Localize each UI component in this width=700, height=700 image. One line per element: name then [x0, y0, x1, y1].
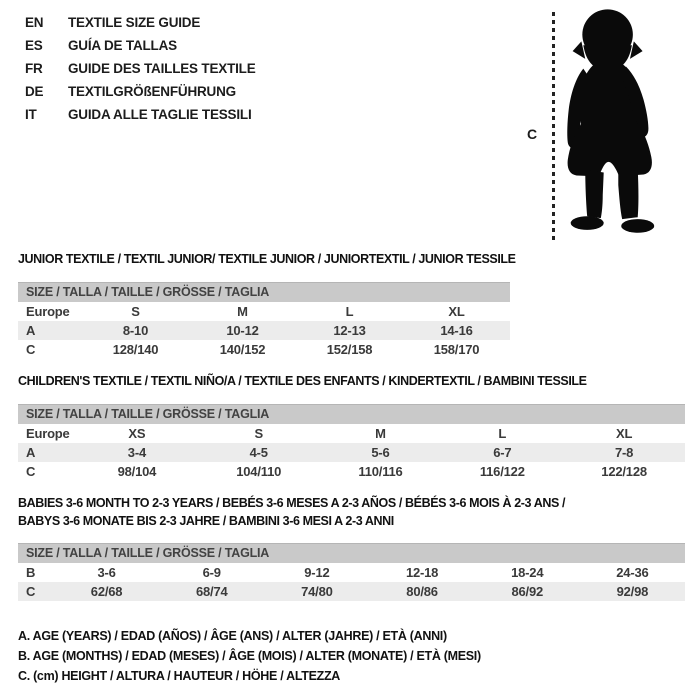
lang-code: IT: [25, 107, 37, 122]
table-row: [18, 563, 685, 582]
lang-label: TEXTILE SIZE GUIDE: [68, 15, 201, 30]
table-cell: 98/104: [117, 464, 157, 479]
size-table-header: SIZE / TALLA / TAILLE / GRÖSSE / TAGLIA: [18, 404, 685, 424]
note-height-cm: C. (cm) HEIGHT / ALTURA / HAUTEUR / HÖHE / ALTEZZA: [18, 669, 341, 683]
table-cell: 128/140: [112, 342, 159, 357]
table-cell: 74/80: [301, 584, 333, 599]
note-age-months: B. AGE (MONTHS) / EDAD (MESES) / ÂGE (MOIS) / ALTER (MONATE) / ETÀ (MESI): [18, 649, 481, 663]
lang-label: GUIDA ALLE TAGLIE TESSILI: [68, 107, 252, 122]
table-cell: 12-18: [405, 565, 439, 580]
table-cell: 68/74: [195, 584, 228, 599]
table-cell: M: [375, 426, 386, 441]
table-cell: S: [131, 304, 140, 319]
table-cell: M: [237, 304, 248, 319]
table-cell: 12-13: [333, 323, 366, 338]
section-title-babies-line2: BABYS 3-6 MONATE BIS 2-3 JAHRE / BAMBINI 3-6 MESI A 2-3 ANNI: [18, 514, 394, 528]
size-table-header: SIZE / TALLA / TAILLE / GRÖSSE / TAGLIA: [18, 543, 685, 563]
table-cell: 3-6: [97, 565, 116, 580]
table-cell: 158/170: [433, 342, 480, 357]
section-title-junior: JUNIOR TEXTILE / TEXTIL JUNIOR/ TEXTILE JUNIOR / JUNIORTEXTIL / JUNIOR TESSILE: [18, 252, 516, 266]
lang-row-fr: [25, 57, 256, 80]
table-row: [18, 340, 510, 359]
table-cell: 122/128: [601, 464, 647, 479]
table-cell: XL: [615, 426, 633, 441]
table-cell: 4-5: [249, 445, 268, 460]
table-row: [18, 424, 685, 443]
note-age-years: A. AGE (YEARS) / EDAD (AÑOS) / ÂGE (ANS) / ALTER (JAHRE) / ETÀ (ANNI): [18, 629, 447, 643]
row-label: Europe: [26, 304, 70, 319]
height-dashed-line: [552, 12, 555, 244]
row-label: Europe: [26, 426, 70, 441]
lang-row-en: [25, 11, 256, 34]
lang-label: GUIDE DES TAILLES TEXTILE: [68, 61, 256, 76]
table-cell: 3-4: [127, 445, 146, 460]
table-row: [18, 321, 510, 340]
lang-row-de: [25, 80, 256, 103]
table-cell: 6-9: [202, 565, 221, 580]
lang-label: TEXTILGRÖßENFÜHRUNG: [68, 84, 236, 99]
table-cell: 5-6: [371, 445, 390, 460]
table-cell: 18-24: [511, 565, 544, 580]
table-cell: 62/68: [90, 584, 123, 599]
table-cell: XS: [128, 426, 146, 441]
babies-size-table: [18, 543, 685, 601]
table-cell: 152/158: [326, 342, 373, 357]
lang-label: GUÍA DE TALLAS: [68, 38, 177, 53]
table-cell: XL: [448, 304, 465, 319]
table-cell: 80/86: [406, 584, 438, 599]
size-table-header: SIZE / TALLA / TAILLE / GRÖSSE / TAGLIA: [18, 282, 510, 302]
table-cell: 24-36: [616, 565, 649, 580]
lang-code: FR: [25, 61, 43, 76]
lang-code: ES: [25, 38, 43, 53]
table-cell: 140/152: [219, 342, 266, 357]
table-row: [18, 443, 685, 462]
table-cell: L: [345, 304, 354, 319]
height-measure-label: C: [527, 126, 538, 142]
language-list: [25, 11, 256, 126]
lang-code: EN: [25, 15, 44, 30]
children-size-table: [18, 404, 685, 481]
lang-row-it: [25, 103, 256, 126]
junior-size-table: [18, 282, 510, 359]
table-cell: 92/98: [616, 584, 649, 599]
table-row: [18, 302, 510, 321]
table-row: [18, 462, 685, 481]
table-cell: 104/110: [236, 464, 282, 479]
row-label: C: [26, 342, 36, 357]
row-label: C: [26, 464, 36, 479]
table-cell: 8-10: [122, 323, 149, 338]
section-title-babies: [18, 494, 565, 530]
table-cell: 14-16: [440, 323, 473, 338]
table-cell: 110/116: [358, 464, 403, 479]
table-cell: 9-12: [304, 565, 330, 580]
legend-notes: [18, 626, 481, 686]
table-cell: L: [498, 426, 507, 441]
row-label: B: [26, 565, 36, 580]
child-silhouette: [560, 8, 662, 237]
table-cell: 10-12: [226, 323, 259, 338]
section-title-babies-line1: BABIES 3-6 MONTH TO 2-3 YEARS / BEBÉS 3-6 MESES A 2-3 AÑOS / BÉBÉS 3-6 MOIS À 2-3 ANS /: [18, 496, 566, 510]
table-cell: 7-8: [614, 445, 634, 460]
row-label: C: [26, 584, 36, 599]
row-label: A: [26, 323, 36, 338]
lang-row-es: [25, 34, 256, 57]
lang-code: DE: [25, 84, 44, 99]
section-title-children: CHILDREN'S TEXTILE / TEXTIL NIÑO/A / TEXTILE DES ENFANTS / KINDERTEXTIL / BAMBINI TESSILE: [18, 374, 587, 388]
table-cell: S: [254, 426, 263, 441]
table-cell: 116/122: [479, 464, 525, 479]
table-cell: 6-7: [493, 445, 512, 460]
table-row: [18, 582, 685, 601]
row-label: A: [26, 445, 36, 460]
table-cell: 86/92: [511, 584, 544, 599]
